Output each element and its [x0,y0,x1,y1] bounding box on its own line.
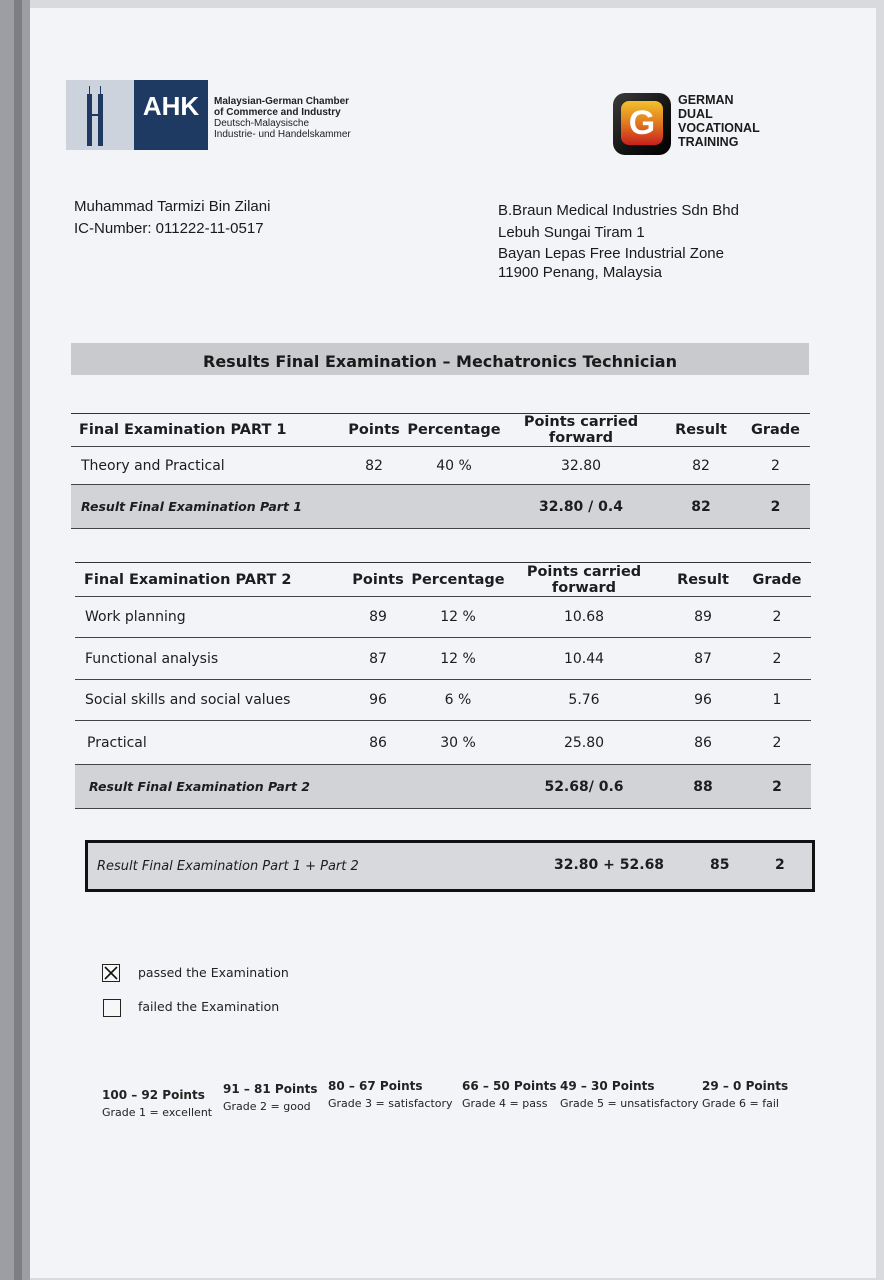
scale-grade-4 [462,1078,557,1112]
scale-grade: Grade 2 = good [223,1100,311,1113]
scale-grade: Grade 5 = unsatisfactory [560,1097,699,1110]
scale-grade-1 [102,1087,212,1121]
row-subject: Social skills and social values [85,692,291,708]
row-grade: 1 [772,692,782,708]
part2-table [75,562,811,809]
row-percentage: 6 % [444,692,472,708]
scale-points: 66 – 50 Points [462,1079,557,1093]
passed-checkbox[interactable] [102,964,120,982]
row-carried: 5.76 [568,692,600,708]
row-points: 96 [369,692,387,708]
passed-label: passed the Examination [138,965,289,980]
gdvt-logo-letter: G [621,101,663,145]
part2-summary-row [75,765,811,809]
table-row [75,680,811,721]
row-subject: Functional analysis [85,650,219,667]
part1-summary-row [71,485,810,529]
part1-summary-result: 82 [661,485,741,529]
ahk-chamber-name [214,96,351,140]
company-zone: Bayan Lepas Free Industrial Zone [498,245,724,262]
part2-header-result: Result [677,571,729,588]
row-points: 89 [369,609,387,625]
company-street: Lebuh Sungai Tiram 1 [498,224,645,241]
gdvt-line-4: TRAINING [678,135,739,149]
part2-header-row [75,563,811,597]
row-grade: 2 [772,609,782,625]
ahk-logo [66,80,208,150]
row-points: 86 [369,734,387,751]
ahk-line-2: of Commerce and Industry [214,107,341,118]
row-result: 89 [694,609,712,625]
part2-header-grade: Grade [752,571,802,588]
scale-points: 49 – 30 Points [560,1079,655,1093]
row-points: 82 [365,457,383,474]
row-result: 82 [692,457,710,474]
table-row [71,447,810,485]
candidate-name: Muhammad Tarmizi Bin Zilani [74,198,271,215]
part2-header-title: Final Examination PART 2 [84,571,292,588]
row-percentage: 12 % [440,650,476,667]
row-result: 96 [694,692,712,708]
failed-label: failed the Examination [138,999,280,1014]
cross-mark-icon [103,965,119,981]
row-carried: 10.44 [563,650,605,667]
company-name: B.Braun Medical Industries Sdn Bhd [498,202,739,219]
part1-header-points: Points [348,422,400,438]
company-address [498,200,739,282]
page-title: Results Final Examination – Mechatronics Technician [71,343,809,375]
row-subject: Theory and Practical [81,457,225,474]
row-result: 87 [694,650,712,667]
part1-table [71,413,810,529]
gdvt-line-3: VOCATIONAL [678,121,760,135]
part2-summary-result: 88 [663,765,743,809]
final-result-value: 85 [710,857,730,873]
scale-points: 29 – 0 Points [702,1079,789,1093]
part2-summary-label: Result Final Examination Part 2 [75,765,505,809]
ahk-line-1: Malaysian-German Chamber [214,96,350,107]
candidate-ic-number: IC-Number: 011222-11-0517 [74,220,264,237]
part1-header-grade: Grade [750,422,801,438]
scale-grade: Grade 4 = pass [462,1097,548,1110]
scale-points: 91 – 81 Points [223,1082,318,1096]
row-percentage: 40 % [436,457,472,474]
table-row [75,597,811,638]
row-carried: 32.80 [560,457,602,474]
ahk-line-3: Deutsch-Malaysische [214,118,310,129]
part1-header-carried: Points carried forward [523,414,639,446]
scale-grade: Grade 1 = excellent [102,1106,213,1119]
gdvt-line-2: DUAL [678,107,713,121]
scale-grade-5 [560,1078,699,1112]
part1-header-result: Result [675,422,727,438]
row-grade: 2 [772,734,782,751]
page-edge-shadow-dark [14,0,22,1280]
scale-points: 100 – 92 Points [102,1088,205,1102]
gdvt-logo [613,93,671,155]
final-result-calc: 32.80 + 52.68 [554,857,665,873]
part2-summary-grade: 2 [743,765,811,809]
part2-header-points: Points [352,571,404,588]
failed-checkbox[interactable] [103,999,121,1017]
scale-grade-2 [223,1081,318,1115]
scale-grade: Grade 6 = fail [702,1097,779,1110]
row-grade: 2 [771,457,780,474]
row-grade: 2 [772,650,782,667]
ahk-line-4: Industrie- und Handelskammer [214,129,351,140]
scale-grade-6 [702,1078,788,1112]
ahk-logo-box: AHK [134,80,208,150]
part1-header-row [71,414,810,447]
part1-header-percentage: Percentage [407,422,501,438]
scale-grade-3 [328,1078,453,1112]
final-result-label: Result Final Examination Part 1 + Part 2 [97,859,359,874]
part2-summary-calc: 52.68/ 0.6 [505,765,663,809]
row-percentage: 12 % [440,609,476,625]
part2-header-carried: Points carried forward [526,563,642,596]
row-subject: Work planning [85,609,186,625]
table-row [75,721,811,765]
candidate-block [74,196,270,240]
company-city: 11900 Penang, Malaysia [498,264,663,281]
gdvt-logo-text [678,93,760,149]
row-points: 87 [369,650,387,667]
gdvt-line-1: GERMAN [678,93,734,107]
part1-summary-label: Result Final Examination Part 1 [71,485,501,529]
row-percentage: 30 % [440,734,476,751]
part1-header-title: Final Examination PART 1 [79,422,287,438]
scale-grade: Grade 3 = satisfactory [328,1097,453,1110]
table-row [75,638,811,680]
final-result-box [85,840,815,892]
final-result-grade: 2 [775,857,785,873]
twin-towers-icon [84,86,106,146]
row-carried: 10.68 [563,609,605,625]
row-carried: 25.80 [563,734,605,751]
part1-summary-grade: 2 [741,485,810,529]
row-subject: Practical [87,734,147,751]
scale-points: 80 – 67 Points [328,1079,423,1093]
row-result: 86 [694,734,712,751]
part1-summary-calc: 32.80 / 0.4 [501,485,661,529]
part2-header-percentage: Percentage [411,571,505,588]
